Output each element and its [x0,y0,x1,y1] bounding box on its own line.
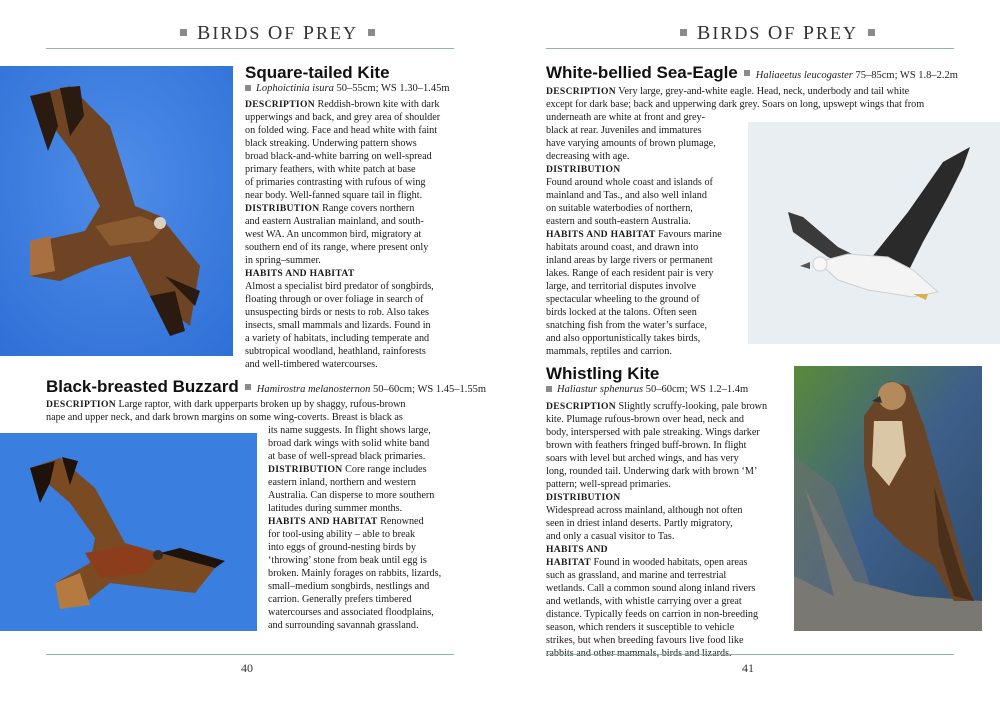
common-name: Black-breasted Buzzard [46,377,239,396]
section-label: HABITS AND [546,544,608,555]
section-label: DESCRIPTION [46,399,116,410]
text-line: Australia. Can disperse to more southern [268,490,435,501]
text-line: nape and upper neck, and dark brown margins on some wing-coverts. Breast is black as [46,412,403,423]
text-line: inland areas by large rivers or permanent [546,255,713,266]
text-line: DESCRIPTION Reddish-brown kite with dark [245,99,440,110]
text-line: broad dark wings with solid white band [268,438,430,449]
text-line: DISTRIBUTION Range covers northern [245,203,415,214]
right-page [500,0,1000,703]
text-line: unsuspecting birds or nests to rob. Also takes [245,307,429,318]
text-line: Widespread across mainland, although not often [546,505,743,516]
text-line: lakes. Range of each resident pair is very [546,268,714,279]
measurements: 50–60cm; WS 1.2–1.4m [645,384,749,395]
text-line: except for dark base; back and upperwing dark grey. Soars on long, upswept wings that from [546,99,925,110]
header-square-icon [180,29,187,36]
text-line: latitudes during summer months. [268,503,403,514]
section-label: DISTRIBUTION [268,464,343,475]
photo-whistling-kite [794,366,982,631]
header-rule [546,48,954,49]
text-line: habitats around coast, and drawn into [546,242,699,253]
text-line: and surrounding savannah grassland. [268,620,419,631]
page-number: 41 [742,661,754,675]
species-body [245,98,460,371]
text-line: and also opportunistically takes birds, [546,333,701,344]
text-line: insects, small mammals and lizards. Found in [245,320,431,331]
section-label: HABITS AND HABITAT [546,229,656,240]
text-line: DESCRIPTION Large raptor, with dark upperparts broken up by shaggy, rufous-brown [46,399,406,410]
text-line: DISTRIBUTION Core range includes [268,464,427,475]
header-square-icon [680,29,687,36]
text-line: underneath are white at front and grey- [546,112,705,123]
text-line: in spring–summer. [245,255,321,266]
text-line [245,267,460,280]
header-square-icon [368,29,375,36]
scientific-name: Haliaeetus leucogaster [755,70,853,81]
text-line: such as grassland, and marine and terrestrial [546,570,727,581]
text-line: DESCRIPTION Very large, grey-and-white eagle. Head, neck, underbody and tail white [546,86,910,97]
text-line: Found around whole coast and islands of [546,177,713,188]
text-line: a variety of habitats, including temperate and [245,333,430,344]
text-line: spectacular wheeling to the ground of [546,294,700,305]
text-line: HABITS AND HABITAT Favours marine [546,229,722,240]
measurements: 50–60cm; WS 1.45–1.55m [373,384,486,395]
text-line: black streaking. Underwing pattern shows [245,138,417,149]
text-line: birds locked at the talons. Often seen [546,307,697,318]
text-line: eastern inland, northern and western [268,477,416,488]
text-line: HABITAT Found in wooded habitats, open areas [546,557,748,568]
scientific-name: Lophoictinia isura [256,83,334,94]
text-line: west WA. An uncommon bird, migratory at [245,229,422,240]
text-line: body, interspersed with pale streaking. Wings darker [546,427,760,438]
running-header [670,22,885,45]
species-body [546,111,746,358]
text-line: floating through or over foliage in search of [245,294,424,305]
header-title: BIRDS OF PREY [197,22,358,44]
footer-rule [46,654,454,655]
measurements: 75–85cm; WS 1.8–2.2m [855,70,958,81]
section-label: HABITS AND HABITAT [245,268,355,279]
species-title [46,377,486,397]
text-line: decreasing with age. [546,151,630,162]
bullet-square-icon [245,384,251,390]
species-body-full [46,398,466,424]
text-line: snatching fish from the water’s surface, [546,320,708,331]
footer-rule [546,654,954,655]
text-line [546,543,786,556]
running-header [170,22,385,45]
text-line: ‘throwing’ stone from beak until egg is [268,555,427,566]
species-title: Whistling Kite [546,364,660,383]
bullet-square-icon [245,85,251,91]
text-line: mainland and Tas., and also well inland [546,190,707,201]
text-line: watercourses and associated floodplains, [268,607,434,618]
text-line: soars with level but arched wings, and has very [546,453,739,464]
text-line: small–medium songbirds, nestlings and [268,581,430,592]
text-line: HABITS AND HABITAT Renowned [268,516,424,527]
section-label: DISTRIBUTION [245,203,320,214]
species-subtitle [257,384,486,395]
text-line: and wetlands, with whistle carrying over a great [546,596,742,607]
species-body [546,400,786,660]
bullet-square-icon [546,386,552,392]
species-title [546,63,958,83]
text-line: seen in driest inland deserts. Partly migratory, [546,518,733,529]
text-line: pattern; well-spread primaries. [546,479,671,490]
text-line: carrion. Generally prefers timbered [268,594,412,605]
header-title: BIRDS OF PREY [697,22,858,44]
species-subtitle [756,70,958,81]
section-label: DESCRIPTION [245,99,315,110]
text-line: broad black-and-white barring on well-spread [245,151,432,162]
section-label: DISTRIBUTION [546,164,621,175]
photo-square-tailed-kite [0,66,233,356]
common-name: White-bellied Sea-Eagle [546,63,738,82]
text-line: brown with feathers fringed buff-brown. In flight [546,440,747,451]
text-line: long, rounded tail. Underwing dark with brown ‘M’ [546,466,758,477]
photo-black-breasted-buzzard [0,433,257,631]
text-line: large, and territorial disputes involve [546,281,697,292]
species-body-full [546,85,966,111]
text-line: mammals, reptiles and carrion. [546,346,672,357]
text-line: wetlands. Call a common sound along inland rivers [546,583,756,594]
text-line: on suitable waterbodies of northern, [546,203,693,214]
text-line: at base of well-spread black primaries. [268,451,426,462]
photo-white-bellied-sea-eagle [748,122,1000,344]
text-line: near body. Well-fanned square tail in flight. [245,190,423,201]
text-line: upperwings and back, and grey area of shoulder [245,112,441,123]
text-line: eastern and south-eastern Australia. [546,216,691,227]
text-line: have varying amounts of brown plumage, [546,138,716,149]
text-line: black at rear. Juveniles and immatures [546,125,702,136]
scientific-name: Hamirostra melanosternon [256,384,371,395]
text-line: and eastern Australian mainland, and south- [245,216,424,227]
text-line: season, which renders it susceptible to vehicle [546,622,735,633]
header-square-icon [868,29,875,36]
text-line: into eggs of ground-nesting birds by [268,542,416,553]
text-line: distance. Typically feeds on carrion in non-breeding [546,609,759,620]
section-label: DESCRIPTION [546,86,616,97]
text-line: primary feathers, with white patch at base [245,164,416,175]
text-line: strikes, but when breeding favours live food like [546,635,744,646]
species-subtitle [245,83,450,94]
text-line: and well-timbered watercourses. [245,359,378,370]
text-line: DESCRIPTION Slightly scruffy-looking, pale brown [546,401,768,412]
section-label: DESCRIPTION [546,401,616,412]
species-body [268,424,468,632]
section-label: DISTRIBUTION [546,492,621,503]
text-line: of primaries contrasting with rufous of wing [245,177,426,188]
bullet-square-icon [744,70,750,76]
species-title: Square-tailed Kite [245,63,390,82]
text-line: Almost a specialist bird predator of songbirds, [245,281,434,292]
section-label: HABITAT [546,557,591,568]
page-number: 40 [241,661,253,675]
measurements: 50–55cm; WS 1.30–1.45m [336,83,450,94]
text-line [546,491,786,504]
text-line: and only a casual visitor to Tas. [546,531,675,542]
section-label: HABITS AND HABITAT [268,516,378,527]
text-line: its name suggests. In flight shows large, [268,425,431,436]
text-line: broken. Mainly forages on rabbits, lizards, [268,568,442,579]
text-line: southern end of its range, where present only [245,242,429,253]
text-line: kite. Plumage rufous-brown over head, neck and [546,414,745,425]
text-line: subtropical woodland, heathland, rainforests [245,346,426,357]
text-line: for tool-using ability – able to break [268,529,416,540]
text-line: on folded wing. Face and head white with faint [245,125,438,136]
header-rule [46,48,454,49]
species-subtitle [546,384,748,395]
text-line [546,163,746,176]
scientific-name: Haliastur sphenurus [557,384,644,395]
